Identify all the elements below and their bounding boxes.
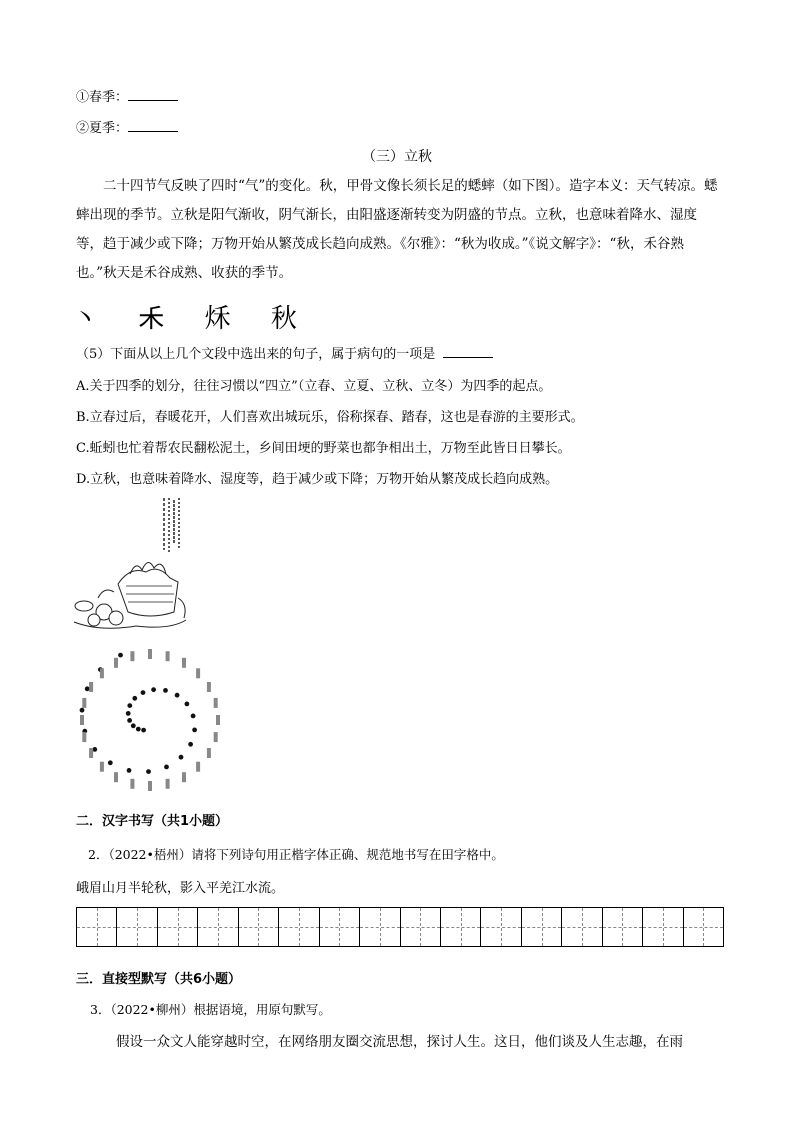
option-b[interactable]: B.立春过后，春暖花开，人们喜欢出城玩乐，俗称探春、踏春，这也是春游的主要形式。 xyxy=(76,410,584,425)
ring-script-mark xyxy=(100,668,104,678)
tianzige-cell[interactable] xyxy=(684,908,723,946)
spiral-dot xyxy=(131,723,136,728)
spiral-dot xyxy=(163,688,168,693)
tianzige-cell[interactable] xyxy=(441,908,481,946)
option-d[interactable]: D.立秋，也意味着降水、湿度等，趋于减少或下降；万物开始从繁茂成长趋向成熟。 xyxy=(76,472,559,487)
summer-label: ②夏季： xyxy=(76,121,129,136)
spiral-dot xyxy=(127,768,132,773)
section-3-paragraph: 二十四节气反映了四时“气”的变化。秋，甲骨文像长须长足的蟋蟀（如下图）。造字本义：天气转凉。蟋蟀出现的季节。立秋是阳气渐收，阴气渐长，由阳盛逐渐转变为阴盛的节点。立秋，也意味着降水、湿度等，趋于减少或下降；万物开始从繁茂成长趋向成熟。《尔雅》：“秋为收成。”《说文解字》：“秋，禾谷熟也。”秋天是禾谷成熟、收获的季节。 xyxy=(76,178,718,281)
tianzige-cell[interactable] xyxy=(360,908,400,946)
ring-script-mark xyxy=(80,715,84,725)
section-three-heading: 三．直接型默写（共6小题） xyxy=(76,972,242,987)
tianzige-cell[interactable] xyxy=(643,908,683,946)
tianzige-cell[interactable] xyxy=(158,908,198,946)
spiral-dot xyxy=(118,653,123,658)
tianzige-cell[interactable] xyxy=(481,908,521,946)
spiral-dot xyxy=(175,693,180,698)
glyph-4: 秋 xyxy=(270,304,313,334)
spiral-dot xyxy=(127,718,132,723)
ring-script-mark xyxy=(130,651,134,661)
tianzige-grid[interactable] xyxy=(76,907,724,947)
option-c[interactable]: C.蚯蚓也忙着帮农民翻松泥土，乡间田埂的野菜也都争相出土，万物至此皆日日攀长。 xyxy=(76,441,571,456)
glyph-1: 丶 xyxy=(72,304,115,334)
ring-script-mark xyxy=(100,762,104,772)
section-two-heading: 二．汉字书写（共1小题） xyxy=(76,814,229,829)
spring-blank[interactable] xyxy=(128,88,178,101)
question-3-text: 3．（2022•柳州）根据语境，用原句默写。 xyxy=(90,1002,331,1017)
ring-script-mark xyxy=(89,682,93,692)
tianzige-cell[interactable] xyxy=(562,908,602,946)
ring-script-mark xyxy=(214,698,218,708)
ring-script-mark xyxy=(216,715,220,725)
option-a[interactable]: A.关于四季的划分，往往习惯以“四立”（立春、立夏、立秋、立冬）为四季的起点。 xyxy=(76,379,552,394)
question-3-paragraph: 假设一众文人能穿越时空，在网络朋友圈交流思想，探讨人生。这日，他们谈及人生志趣，在雨 xyxy=(116,1034,683,1050)
summer-blank[interactable] xyxy=(128,119,178,132)
ring-script-mark xyxy=(207,682,211,692)
glyph-2: 𥝌 xyxy=(138,304,181,334)
tianzige-cell[interactable] xyxy=(239,908,279,946)
solar-terms-spiral-illustration xyxy=(72,644,232,794)
spiral-dot xyxy=(191,714,196,719)
spiral-dot xyxy=(192,728,197,733)
spiral-dot xyxy=(179,755,184,760)
oracle-glyph-row xyxy=(72,298,313,335)
spiral-dot xyxy=(188,742,193,747)
spring-label: ①春季： xyxy=(76,90,129,105)
tianzige-cell[interactable] xyxy=(603,908,643,946)
ring-script-mark xyxy=(148,781,152,791)
spiral-dot xyxy=(164,765,169,770)
glyph-3: 秌 xyxy=(204,304,247,334)
spiral-dot xyxy=(151,687,156,692)
tianzige-cell[interactable] xyxy=(320,908,360,946)
ring-script-mark xyxy=(196,762,200,772)
spiral-dot xyxy=(127,703,132,708)
tianzige-cell[interactable] xyxy=(198,908,238,946)
question-5-text: （5）下面从以上几个文段中选出来的句子，属于病句的一项是 xyxy=(76,347,436,362)
ring-script-mark xyxy=(166,779,170,789)
spiral-dot xyxy=(92,747,97,752)
harvest-basket-illustration xyxy=(70,494,200,634)
ring-script-mark xyxy=(89,748,93,758)
spiral-dot xyxy=(136,727,141,732)
tianzige-cell[interactable] xyxy=(279,908,319,946)
spiral-dot xyxy=(185,702,190,707)
spiral-dot xyxy=(108,760,113,765)
ring-script-mark xyxy=(130,779,134,789)
ring-script-mark xyxy=(182,658,186,668)
spiral-dot xyxy=(141,728,146,733)
spiral-dot xyxy=(132,696,137,701)
spiral-dot xyxy=(126,711,131,716)
ring-script-mark xyxy=(114,658,118,668)
spiral-dot xyxy=(80,708,85,713)
ring-script-mark xyxy=(214,732,218,742)
ring-script-mark xyxy=(148,649,152,659)
question-2-text: 2．（2022•梧州）请将下列诗句用正楷字体正确、规范地书写在田字格中。 xyxy=(88,847,504,862)
ring-script-mark xyxy=(82,732,86,742)
spiral-dot xyxy=(146,769,151,774)
spiral-dot xyxy=(141,690,146,695)
ring-script-mark xyxy=(207,748,211,758)
poem-line: 峨眉山月半轮秋，影入平羌江水流。 xyxy=(76,881,285,896)
tianzige-cell[interactable] xyxy=(522,908,562,946)
spring-answer-line xyxy=(76,86,178,105)
section-3-title: （三）立秋 xyxy=(362,149,432,165)
tianzige-cell[interactable] xyxy=(77,908,117,946)
ring-script-mark xyxy=(166,651,170,661)
ring-script-mark xyxy=(196,668,200,678)
ring-script-mark xyxy=(182,772,186,782)
summer-answer-line xyxy=(76,117,178,136)
ring-script-mark xyxy=(114,772,118,782)
question-5-stem xyxy=(76,343,493,362)
ring-script-mark xyxy=(82,698,86,708)
tianzige-cell[interactable] xyxy=(117,908,157,946)
question-5-blank[interactable] xyxy=(443,345,493,358)
tianzige-cell[interactable] xyxy=(401,908,441,946)
spiral-dot xyxy=(85,686,90,691)
